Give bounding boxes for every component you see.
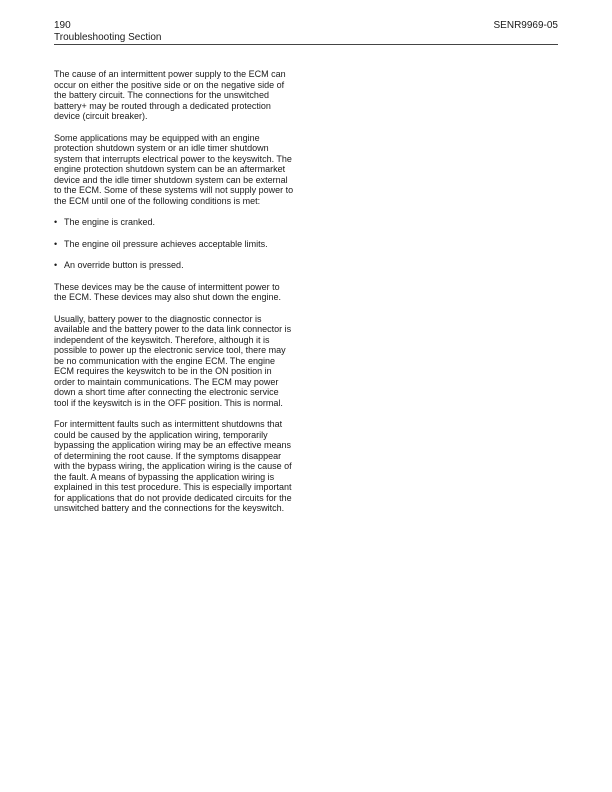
list-item-text: An override button is pressed. [64, 260, 184, 270]
list-item [54, 239, 294, 250]
page-number: 190 [54, 20, 71, 31]
paragraph-device-cause: These devices may be the cause of intermittent power to the ECM. These devices may also shut down the engine. [54, 281, 281, 302]
body-text-column [54, 69, 294, 525]
paragraph-battery-power: Usually, battery power to the diagnostic connector is available and the battery power to the data link connector is independent of the keyswitch. Therefore, although it is possible to power up the electronic service tool, there may be no communication with the engine ECM. The engine ECM requires the keyswitch to be in the ON position in order to maintain communications. The ECM may power down a short time after connecting the electronic service tool if the keyswitch is in the OFF position. This is normal. [54, 313, 292, 408]
bullet-icon: • [54, 238, 58, 249]
bullet-icon: • [54, 217, 58, 227]
conditions-list [54, 217, 294, 271]
page-header [54, 20, 558, 45]
list-item-text: The engine is cranked. [64, 217, 156, 227]
section-title: Troubleshooting Section [54, 32, 162, 43]
list-item [54, 217, 294, 228]
paragraph-intermittent-power: The cause of an intermittent power supply to the ECM can occur on either the positive side or on the negative side of the battery circuit. The connections for the unswitched battery+ may be routed through a dedicated protection device (circuit breaker). [54, 69, 286, 121]
paragraph-bypass-wiring: For intermittent faults such as intermittent shutdowns that could be caused by the application wiring, temporarily bypassing the application wiring may be an effective means of determining the root cause. If the symptoms disappear with the bypass wiring, the application wiring is the cause of the fault. A means of bypassing the application wiring is explained in this test procedure. This is especially important for applications that do not provide dedicated circuits for the unswitched battery and the connections for the keyswitch. [54, 419, 292, 513]
paragraph-shutdown-systems: Some applications may be equipped with an engine protection shutdown system or an idle timer shutdown system that interrupts electrical power to the keyswitch. The engine protection shutdown system can be an aftermarket device and the idle timer shutdown system can be external to the ECM. Some of these systems will not supply power to the ECM until one of the following conditions is met: [54, 132, 294, 206]
list-item-text: The engine oil pressure achieves acceptable limits. [64, 238, 268, 249]
list-item [54, 260, 294, 271]
bullet-icon: • [54, 260, 58, 270]
document-id: SENR9969-05 [493, 20, 558, 31]
